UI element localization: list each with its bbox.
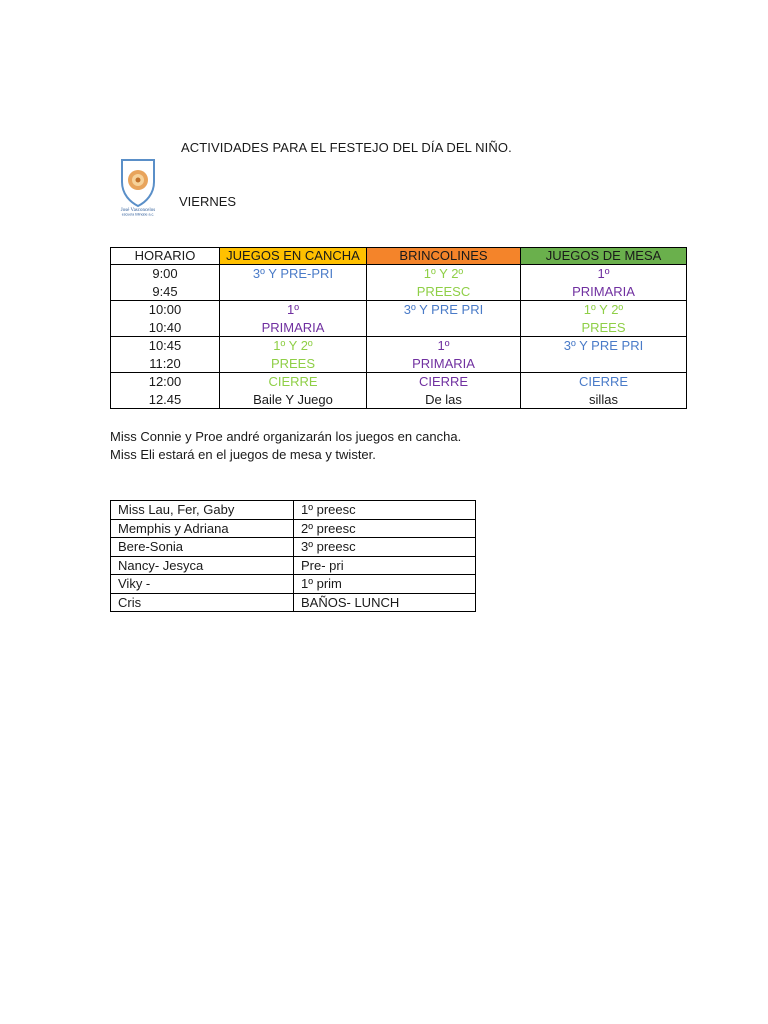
activity-text: PREES (270, 355, 316, 371)
activity-cell (220, 301, 367, 337)
staff-row (111, 501, 476, 520)
activity-text: 3º Y PRE-PRI (252, 266, 334, 281)
document-title: ACTIVIDADES PARA EL FESTEJO DEL DÍA DEL NIÑO. (181, 140, 512, 155)
staff-name: Miss Lau, Fer, Gaby (111, 501, 294, 520)
activity-text: sillas (589, 391, 618, 407)
note-line: Miss Eli estará en el juegos de mesa y twister. (110, 447, 376, 462)
activity-text: 3º Y PRE PRI (403, 302, 484, 317)
time-text: 10:45 (148, 338, 182, 353)
time-text: 12.45 (148, 391, 182, 407)
activity-cell (220, 373, 367, 409)
activity-cell (521, 265, 687, 301)
activity-cell (521, 373, 687, 409)
day-label: VIERNES (179, 194, 237, 209)
activity-cell (367, 373, 521, 409)
time-text: 9:45 (152, 283, 178, 299)
activity-cell (521, 301, 687, 337)
activity-text: PRIMARIA (261, 319, 325, 335)
activity-text: PRIMARIA (412, 355, 475, 371)
activity-text: CIERRE (578, 374, 629, 389)
time-text: 10:40 (148, 319, 182, 335)
staff-row (111, 538, 476, 557)
staff-group: 1º prim (294, 575, 476, 594)
time-text: 11:20 (149, 355, 181, 371)
header-juegos-cancha: JUEGOS EN CANCHA (220, 248, 367, 265)
header-juegos-mesa: JUEGOS DE MESA (521, 248, 687, 265)
time-cell (111, 301, 220, 337)
activity-text: PRIMARIA (572, 283, 635, 299)
time-text: 12:00 (148, 374, 182, 389)
schedule-row (111, 337, 687, 373)
school-logo (114, 158, 162, 216)
staff-row (111, 519, 476, 538)
staff-group: BAÑOS- LUNCH (294, 593, 476, 612)
staff-table (110, 500, 476, 612)
activity-text: 1º (597, 266, 610, 281)
staff-name: Bere-Sonia (111, 538, 294, 557)
activity-cell (367, 301, 521, 337)
staff-name: Nancy- Jesyca (111, 556, 294, 575)
activity-text: CIERRE (268, 374, 318, 389)
time-cell (111, 373, 220, 409)
activity-text: 1º Y 2º (583, 302, 624, 317)
activity-text: De las (425, 391, 462, 407)
staff-row (111, 575, 476, 594)
activity-cell (521, 337, 687, 373)
activity-text (367, 319, 520, 337)
time-text: 9:00 (152, 266, 178, 281)
activity-cell (367, 337, 521, 373)
schedule-table (110, 247, 687, 409)
activity-text: 1º (287, 302, 299, 317)
logo-line1: José Vasconcelos (120, 208, 156, 213)
activity-text (220, 283, 366, 301)
activity-text: 1º Y 2º (423, 266, 464, 281)
schedule-row (111, 373, 687, 409)
staff-row (111, 593, 476, 612)
activity-cell (367, 265, 521, 301)
activity-cell (220, 265, 367, 301)
logo-line2: escuela bilingüe a.c. (121, 212, 155, 216)
activity-text: PREESC (416, 283, 471, 299)
activity-text: 1º (437, 338, 450, 353)
staff-row (111, 556, 476, 575)
activity-text: Baile Y Juego (253, 391, 333, 407)
note-line: Miss Connie y Proe andré organizarán los juegos en cancha. (110, 429, 462, 444)
staff-group: 2º preesc (294, 519, 476, 538)
time-text: 10:00 (148, 302, 182, 317)
schedule-row (111, 265, 687, 301)
time-cell (111, 265, 220, 301)
staff-group: 1º preesc (294, 501, 476, 520)
header-brincolines: BRINCOLINES (367, 248, 521, 265)
activity-text: 1º Y 2º (273, 338, 313, 353)
schedule-row (111, 301, 687, 337)
notes (110, 428, 461, 464)
staff-name: Viky - (111, 575, 294, 594)
activity-cell (220, 337, 367, 373)
activity-text: 3º Y PRE PRI (563, 338, 644, 353)
activity-text (521, 355, 686, 373)
staff-name: Cris (111, 593, 294, 612)
activity-text: CIERRE (418, 374, 469, 389)
schedule-header-row (111, 248, 687, 265)
time-cell (111, 337, 220, 373)
header-horario: HORARIO (111, 248, 220, 265)
staff-group: Pre- pri (294, 556, 476, 575)
staff-name: Memphis y Adriana (111, 519, 294, 538)
staff-group: 3º preesc (294, 538, 476, 557)
activity-text: PREES (581, 319, 626, 335)
